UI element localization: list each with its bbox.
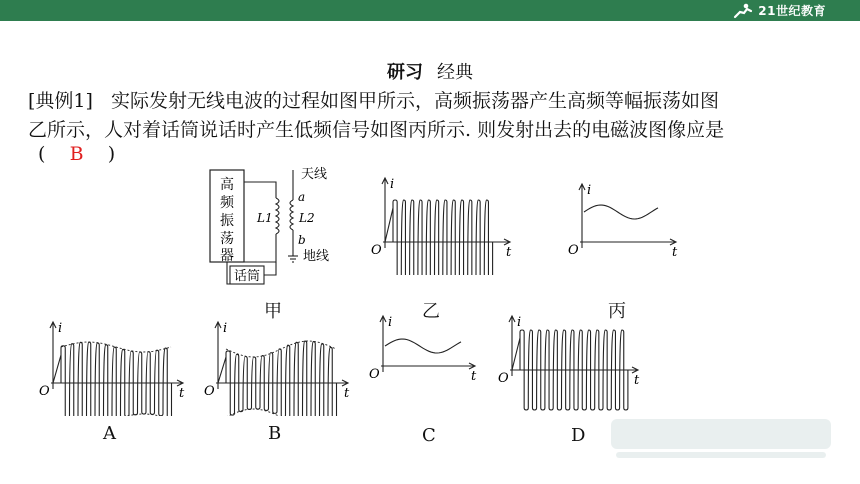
- question-label: [典例1]: [28, 90, 93, 112]
- coil-l2-label: L2: [299, 211, 315, 225]
- top-bar: [0, 0, 860, 21]
- option-b-graph: [200, 316, 355, 416]
- graph-bing: [560, 178, 680, 273]
- option-a-label: A: [103, 423, 116, 444]
- oscillator-char-4: 荡: [220, 231, 234, 247]
- option-c-graph: [363, 310, 478, 395]
- axis-label-t: t: [634, 373, 640, 388]
- option-d-label: D: [571, 425, 586, 446]
- caption-bing: 丙: [608, 301, 626, 322]
- option-c-label: C: [422, 425, 436, 446]
- oscillator-char-5: 器: [220, 248, 234, 264]
- ground-label: 地线: [303, 249, 330, 264]
- caption-yi: 乙: [422, 301, 440, 322]
- axis-label-i: i: [390, 177, 395, 192]
- point-b-label: b: [298, 233, 306, 247]
- axis-origin-label: O: [498, 371, 509, 386]
- logo: [732, 1, 826, 20]
- heading-main: 研习: [387, 62, 423, 83]
- question-text-1: 实际发射无线电波的过程如图甲所示，高频振荡器产生高频等幅振荡如图: [111, 90, 720, 112]
- mic-label: 话筒: [233, 269, 261, 284]
- runner-logo-icon: [732, 3, 754, 19]
- axis-label-t: t: [344, 386, 350, 401]
- antenna-label: 天线: [301, 167, 328, 182]
- answer-text: B: [69, 143, 84, 165]
- carrier-rise: [512, 338, 520, 370]
- oscillator-char-1: 高: [220, 177, 234, 193]
- carrier-wave: [226, 341, 337, 416]
- option-b-label: B: [268, 423, 282, 444]
- graph-yi: [365, 170, 515, 275]
- point-a-label: a: [298, 190, 306, 204]
- axis-label-i: i: [587, 183, 592, 198]
- caption-jia: 甲: [264, 301, 282, 322]
- answer-line: [38, 143, 115, 165]
- carrier-rise: [53, 355, 61, 383]
- carrier-rise: [385, 208, 393, 242]
- axis-label-i: i: [517, 315, 522, 330]
- signal-wave: [385, 339, 461, 353]
- bracket-close: ): [107, 143, 116, 165]
- axis-label-t: t: [672, 245, 678, 260]
- signal-wave: [584, 205, 658, 219]
- axis-label-t: t: [506, 245, 512, 260]
- bracket-open: (: [38, 143, 46, 165]
- question-line-1: [28, 86, 719, 113]
- axis-label-t: t: [471, 369, 477, 384]
- axis-origin-label: O: [568, 243, 579, 258]
- option-d-graph: [492, 310, 642, 415]
- axis-label-t: t: [179, 386, 185, 401]
- axis-origin-label: O: [39, 384, 50, 399]
- axis-origin-label: O: [371, 243, 382, 258]
- heading-sub: 经典: [437, 62, 473, 83]
- coil-l1-label: L1: [257, 211, 273, 225]
- axis-origin-label: O: [204, 384, 215, 399]
- axis-label-i: i: [58, 321, 63, 336]
- watermark-logo-icon: [606, 414, 836, 464]
- logo-text: 21世纪教育: [758, 4, 826, 18]
- axis-label-i: i: [388, 315, 393, 330]
- circuit-diagram: [200, 160, 345, 290]
- section-heading: [0, 58, 860, 84]
- axis-label-i: i: [223, 321, 228, 336]
- carrier-wave: [61, 342, 172, 416]
- carrier-rise: [218, 357, 226, 383]
- oscillator-char-2: 频: [220, 195, 234, 211]
- option-a-graph: [35, 316, 190, 416]
- oscillator-char-3: 振: [220, 213, 234, 229]
- axis-origin-label: O: [369, 367, 380, 382]
- carrier-wave: [393, 200, 493, 275]
- question-line-2: 乙所示，人对着话筒说话时产生低频信号如图丙所示. 则发射出去的电磁波图像应是: [28, 119, 725, 141]
